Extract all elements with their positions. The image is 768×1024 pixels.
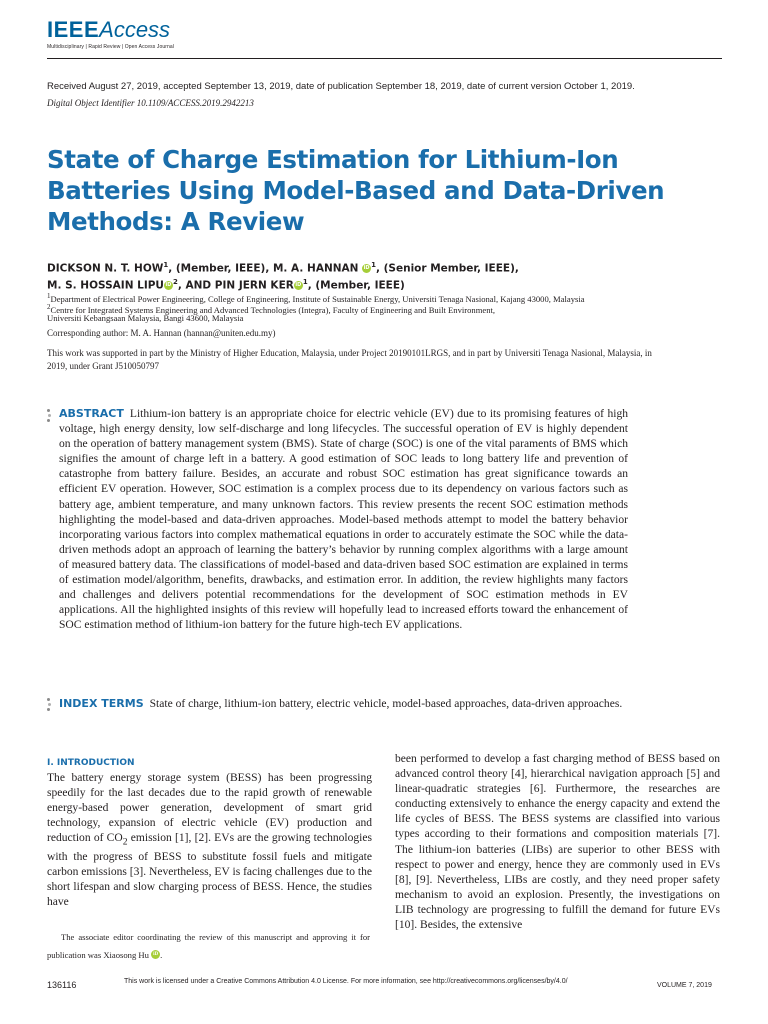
affil-text: Centre for Integrated Systems Engineering and Advanced Technologies (Integra), Faculty of Engineering and Built Environment, [50,304,496,315]
orcid-icon[interactable]: iD [165,281,172,288]
corresponding-author: Corresponding author: M. A. Hannan (hannan@uniten.edu.my) [47,328,276,338]
author-role: , (Senior Member, IEEE), [375,262,519,275]
received-dates: Received August 27, 2019, accepted September 13, 2019, date of publication September 18, 2019, date of current version October 1, 2019. [47,81,635,92]
affil-sup: 1 [47,292,51,300]
logo-access-text: Access [99,17,171,42]
footnote-end: . [160,949,163,960]
orcid-icon[interactable]: iD [153,951,159,957]
author-role: , (Member, IEEE), [168,262,273,275]
affiliation-2-cont: Universiti Kebangsaan Malaysia, Bangi 43600, Malaysia [47,313,244,323]
abstract-text: Lithium-ion battery is an appropriate choice for electric vehicle (EV) due to its promising features of high voltage, high energy density, low self-discharge and long lifecycles. The successful operation of EV is highly dependent on the operation of battery management system (BMS). State of charge (SOC) is one of the vital paraments of BMS which signifies the amount of charge left in a battery. A good estimation of SOC leads to long battery life and prevention of catastrophe from battery failure. Besides, an accurate and robust SOC estimation has great significance towards an efficient EV operation. However, SOC estimation is a complex process due to its dependency on various factors such as battery age, ambient temperature, and many unknown factors. This review presents the recent SOC estimation methods highlighting the model-based and data-driven approaches. Model-based methods attempt to model the battery behavior incorporating various factors into complex mathematical equations in order to accurately estimate the SOC while the data-driven methods adopt an approach of learning the battery’s behavior by running complex algorithms with a large amount of measured battery data. The classifications of model-based and data-driven based SOC estimation are explained in terms of estimation model/algorithm, benefits, drawbacks, and estimation error. In addition, the review highlights many factors and challenges and delivers potential recommendations for the development of SOC estimation methods in EV applications. All the highlighted insights of this review will hopefully lead to increased efforts toward the enhancement of SOC estimation method of lithium-ion battery for the future high-tech EV applications. [59,408,628,632]
affil-text: Department of Electrical Power Engineering, College of Engineering, Institute of Sustainable Energy, Universiti Tenaga Nasional, Kajang 43000, Malaysia [50,293,585,304]
affil-sup: 2 [47,303,51,311]
editor-footnote [47,929,370,964]
license-note[interactable]: This work is licensed under a Creative Commons Attribution 4.0 License. For more information, see http://creativecommons.org/licenses/by/4.0/ [124,978,568,985]
index-terms-heading: INDEX TERMS [59,697,144,710]
abstract-heading: ABSTRACT [59,407,124,420]
index-terms-marker-icon [47,698,51,713]
abstract-block [59,406,628,633]
orcid-icon[interactable]: iD [295,281,302,288]
logo-ieee-text: IEEE [47,17,100,42]
footnote-text: The associate editor coordinating the review of this manuscript and approving it for publication was Xiaosong Hu [47,932,370,960]
author-affil-sup: 2 [172,278,178,286]
abstract-marker-icon [47,409,51,424]
authors-line-1 [47,261,519,275]
intro-text-a: The battery energy storage system (BESS) has been progressing speedily for the last decades due to the rapid growth of renewable energy-based power generation, development of smart grid technology, expansion of electric vehicle (EV) production and reduction of CO [47,772,372,845]
paper-title: State of Charge Estimation for Lithium-Ion Batteries Using Model-Based and Data-Driven Methods: A Review [47,145,665,236]
co2-subscript: 2 [122,836,128,848]
funding-note: This work was supported in part by the Ministry of Higher Education, Malaysia, under Project 20190101LRGS, and in part by Universiti Tenaga Nasional, Malaysia, in 2019, under Grant J510050797 [47,348,652,371]
author-role: , (Member, IEEE) [307,279,405,292]
orcid-icon[interactable]: iD [363,264,370,271]
author-affil-sup: 1 [302,278,308,286]
author-role: , AND [177,279,215,292]
index-terms-block [59,696,628,712]
author-name[interactable]: PIN JERN KER [214,279,294,292]
author-name[interactable]: M. A. HANNAN [272,262,359,275]
author-name[interactable]: M. S. HOSSAIN LIPU [47,279,164,292]
body-column-right: been performed to develop a fast charging method of BESS based on advanced control theory [4], hierarchical navigation approach [5] and linear-quadratic strategies [6]. Furthermore, the researches are conducting extensively to enhance the energy capacity and extend the life cycles of BESS. The BESS systems are classified into various types according to their formations and composition materials [7]. The lithium-ion batteries (LIBs) are superior to other BESS with respect to power and energy, hence they are commonly used in EVs [8], [9]. Nevertheless, LIBs are costly, and they need proper safety mechanism to avoid an explosion. Presently, the investigations on LIB technology are progressing to fulfill the demand for future EVs [10]. Besides, the extensive [395,753,720,932]
logo-tagline: Multidisciplinary | Rapid Review | Open Access Journal [47,44,174,50]
intro-text-b: emission [1], [2]. EVs are the growing technologies with the progress of BESS to substitute fossil fuels and mitigate carbon emissions [3]. Nevertheless, EV is facing challenges due to the short lifespan and slow charging process of BESS. Hence, the studies have [47,832,372,909]
author-affil-sup: 1 [163,261,169,269]
author-affil-sup: 1 [371,261,376,269]
journal-logo [47,17,170,43]
header-divider [47,58,722,59]
section-heading-introduction: I. INTRODUCTION [47,758,135,768]
body-column-left [47,771,372,910]
page-number: 136116 [47,980,77,990]
index-terms-text: State of charge, lithium-ion battery, electric vehicle, model-based approaches, data-driven approaches. [149,698,623,710]
author-name[interactable]: DICKSON N. T. HOW [47,262,164,275]
authors-line-2 [47,278,405,292]
doi-line[interactable]: Digital Object Identifier 10.1109/ACCESS.2019.2942213 [47,98,254,108]
volume-label: VOLUME 7, 2019 [657,982,712,989]
